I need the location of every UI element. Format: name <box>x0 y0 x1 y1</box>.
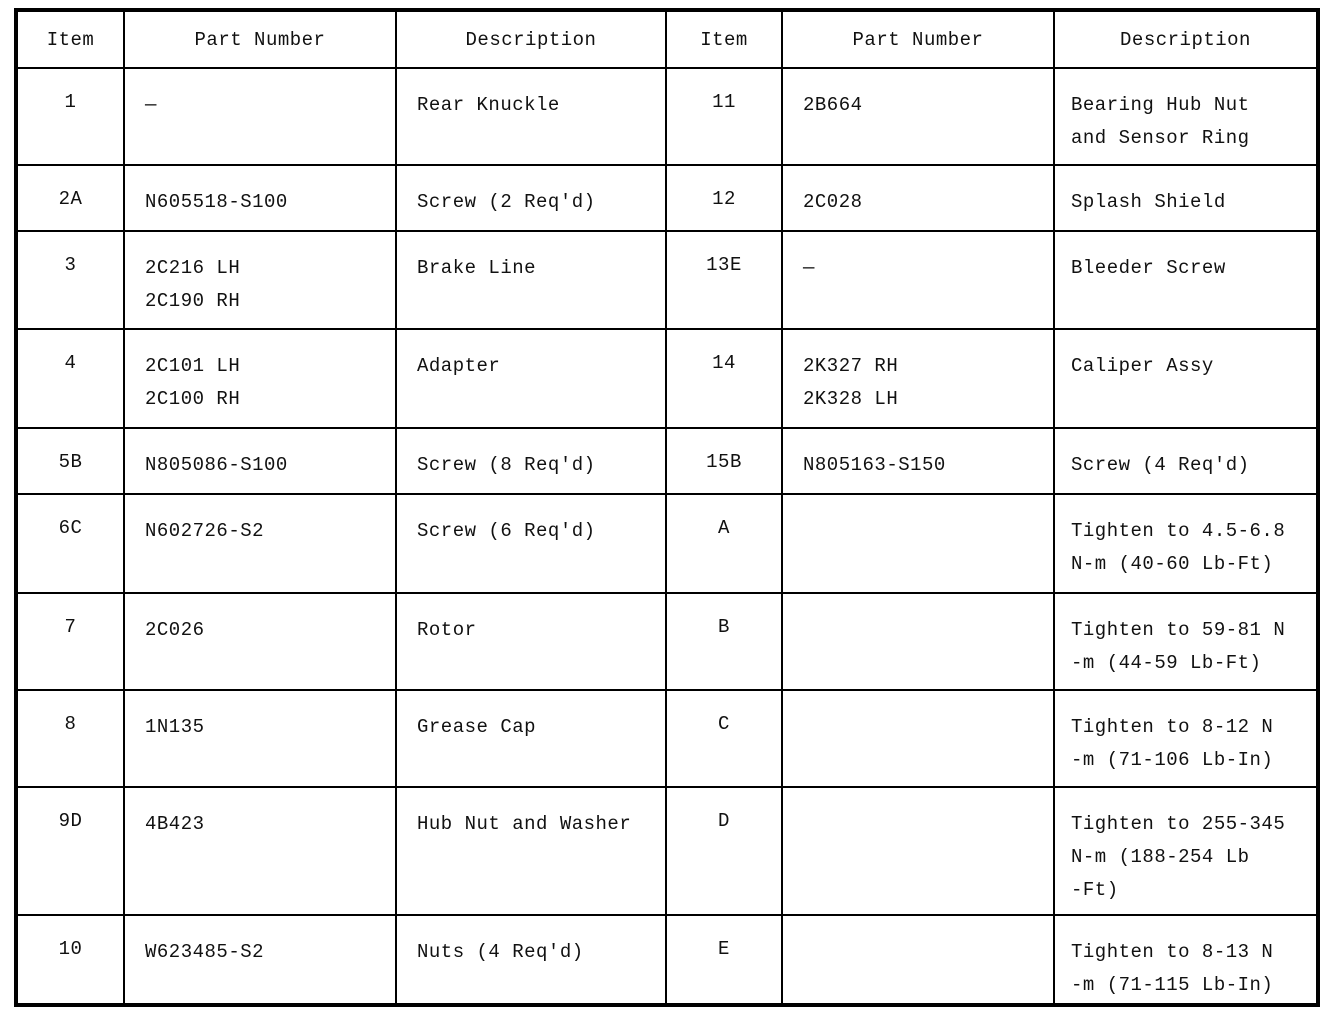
item-cell: E <box>666 915 782 1005</box>
part-number-line: N605518-S100 <box>145 191 288 214</box>
description-cell <box>1054 915 1318 1005</box>
item-cell: 14 <box>666 329 782 428</box>
description-line: Brake Line <box>417 257 537 280</box>
description-line: Tighten to 255-345 <box>1071 812 1286 835</box>
part-number-line: — <box>145 94 157 116</box>
description-line: Tighten to 8-12 N <box>1071 715 1274 738</box>
table-row <box>16 593 1318 690</box>
part-number-line: 2C028 <box>803 191 863 214</box>
description-line: Tighten to 59-81 N <box>1071 618 1286 641</box>
item-cell: 5B <box>16 428 124 494</box>
part-number-cell <box>124 329 396 428</box>
part-number-cell <box>124 231 396 329</box>
item-cell: 13E <box>666 231 782 329</box>
part-number-line: 2C100 RH <box>145 388 241 411</box>
part-number-cell <box>782 787 1054 915</box>
part-number-line: 2C026 <box>145 618 205 641</box>
item-cell: D <box>666 787 782 915</box>
description-line: Caliper Assy <box>1071 355 1214 378</box>
part-number-cell <box>782 329 1054 428</box>
item-cell: 4 <box>16 329 124 428</box>
table-row <box>16 231 1318 329</box>
header-description: Description <box>396 10 666 68</box>
header-part-number-right: Part Number <box>782 10 1054 68</box>
description-cell <box>396 690 666 787</box>
description-cell <box>396 593 666 690</box>
description-line: -Ft) <box>1071 878 1119 901</box>
description-line: Bearing Hub Nut <box>1071 94 1250 116</box>
description-cell <box>1054 68 1318 165</box>
description-cell <box>396 787 666 915</box>
description-line: Rotor <box>417 618 477 641</box>
part-number-cell <box>124 915 396 1005</box>
table-row <box>16 165 1318 231</box>
item-cell: 11 <box>666 68 782 165</box>
part-number-cell <box>124 68 396 165</box>
part-number-line: 2K328 LH <box>803 388 899 411</box>
part-number-cell <box>782 915 1054 1005</box>
description-cell <box>1054 787 1318 915</box>
description-line: Tighten to 8-13 N <box>1071 940 1274 963</box>
description-line: Splash Shield <box>1071 191 1226 214</box>
description-cell <box>1054 329 1318 428</box>
part-number-cell <box>782 68 1054 165</box>
table-row <box>16 787 1318 915</box>
description-cell <box>1054 165 1318 231</box>
description-line: Adapter <box>417 355 501 378</box>
table-row <box>16 690 1318 787</box>
part-number-line: N602726-S2 <box>145 520 265 543</box>
part-number-line: — <box>803 257 815 280</box>
description-line: N-m (188-254 Lb <box>1071 845 1250 868</box>
item-cell: 8 <box>16 690 124 787</box>
description-line: Tighten to 4.5-6.8 <box>1071 520 1286 543</box>
part-number-line: N805163-S150 <box>803 454 946 477</box>
description-line: Screw (8 Req'd) <box>417 454 596 477</box>
item-cell: 1 <box>16 68 124 165</box>
item-cell: 7 <box>16 593 124 690</box>
part-number-cell <box>124 494 396 592</box>
item-cell: C <box>666 690 782 787</box>
part-number-line: 2C216 LH <box>145 257 241 280</box>
table-row <box>16 68 1318 165</box>
part-number-line: 4B423 <box>145 812 205 835</box>
part-number-line: N805086-S100 <box>145 454 288 477</box>
description-line: and Sensor Ring <box>1071 127 1250 149</box>
description-cell <box>396 68 666 165</box>
description-line: -m (71-115 Lb-In) <box>1071 973 1274 996</box>
description-line: -m (44-59 Lb-Ft) <box>1071 651 1262 674</box>
part-number-cell <box>124 593 396 690</box>
part-number-line: 2K327 RH <box>803 355 899 378</box>
part-number-line: 2B664 <box>803 94 863 116</box>
item-cell: 9D <box>16 787 124 915</box>
description-cell <box>396 915 666 1005</box>
description-cell <box>396 165 666 231</box>
item-cell: 3 <box>16 231 124 329</box>
description-line: Screw (4 Req'd) <box>1071 454 1250 477</box>
description-cell <box>396 494 666 592</box>
item-cell: 6C <box>16 494 124 592</box>
part-number-cell <box>782 428 1054 494</box>
header-row <box>16 10 1318 68</box>
description-line: Hub Nut and Washer <box>417 812 632 835</box>
part-number-cell <box>782 690 1054 787</box>
header-item-right: Item <box>666 10 782 68</box>
part-number-cell <box>124 165 396 231</box>
item-cell: B <box>666 593 782 690</box>
item-cell: 15B <box>666 428 782 494</box>
table-row <box>16 329 1318 428</box>
part-number-line: 2C190 RH <box>145 290 241 313</box>
part-number-cell <box>124 690 396 787</box>
part-number-cell <box>782 231 1054 329</box>
table-row <box>16 915 1318 1005</box>
part-number-cell <box>124 428 396 494</box>
item-cell: 12 <box>666 165 782 231</box>
item-cell: 2A <box>16 165 124 231</box>
description-cell <box>1054 494 1318 592</box>
description-cell <box>1054 593 1318 690</box>
parts-table <box>14 8 1320 1007</box>
part-number-cell <box>782 593 1054 690</box>
description-line: Screw (2 Req'd) <box>417 191 596 214</box>
description-cell <box>396 231 666 329</box>
description-line: Nuts (4 Req'd) <box>417 940 584 963</box>
table-row <box>16 494 1318 592</box>
header-description-right: Description <box>1054 10 1318 68</box>
description-line: N-m (40-60 Lb-Ft) <box>1071 553 1274 576</box>
part-number-line: 2C101 LH <box>145 355 241 378</box>
table-row <box>16 428 1318 494</box>
part-number-line: 1N135 <box>145 715 205 738</box>
item-cell: 10 <box>16 915 124 1005</box>
description-cell <box>396 428 666 494</box>
header-item: Item <box>16 10 124 68</box>
description-cell <box>396 329 666 428</box>
description-cell <box>1054 690 1318 787</box>
description-line: Screw (6 Req'd) <box>417 520 596 543</box>
part-number-cell <box>782 165 1054 231</box>
item-cell: A <box>666 494 782 592</box>
description-line: Grease Cap <box>417 715 537 738</box>
description-line: Bleeder Screw <box>1071 257 1226 280</box>
description-cell <box>1054 428 1318 494</box>
part-number-cell <box>124 787 396 915</box>
description-cell <box>1054 231 1318 329</box>
header-part-number: Part Number <box>124 10 396 68</box>
part-number-cell <box>782 494 1054 592</box>
description-line: -m (71-106 Lb-In) <box>1071 748 1274 771</box>
part-number-line: W623485-S2 <box>145 940 265 963</box>
description-line: Rear Knuckle <box>417 94 560 116</box>
